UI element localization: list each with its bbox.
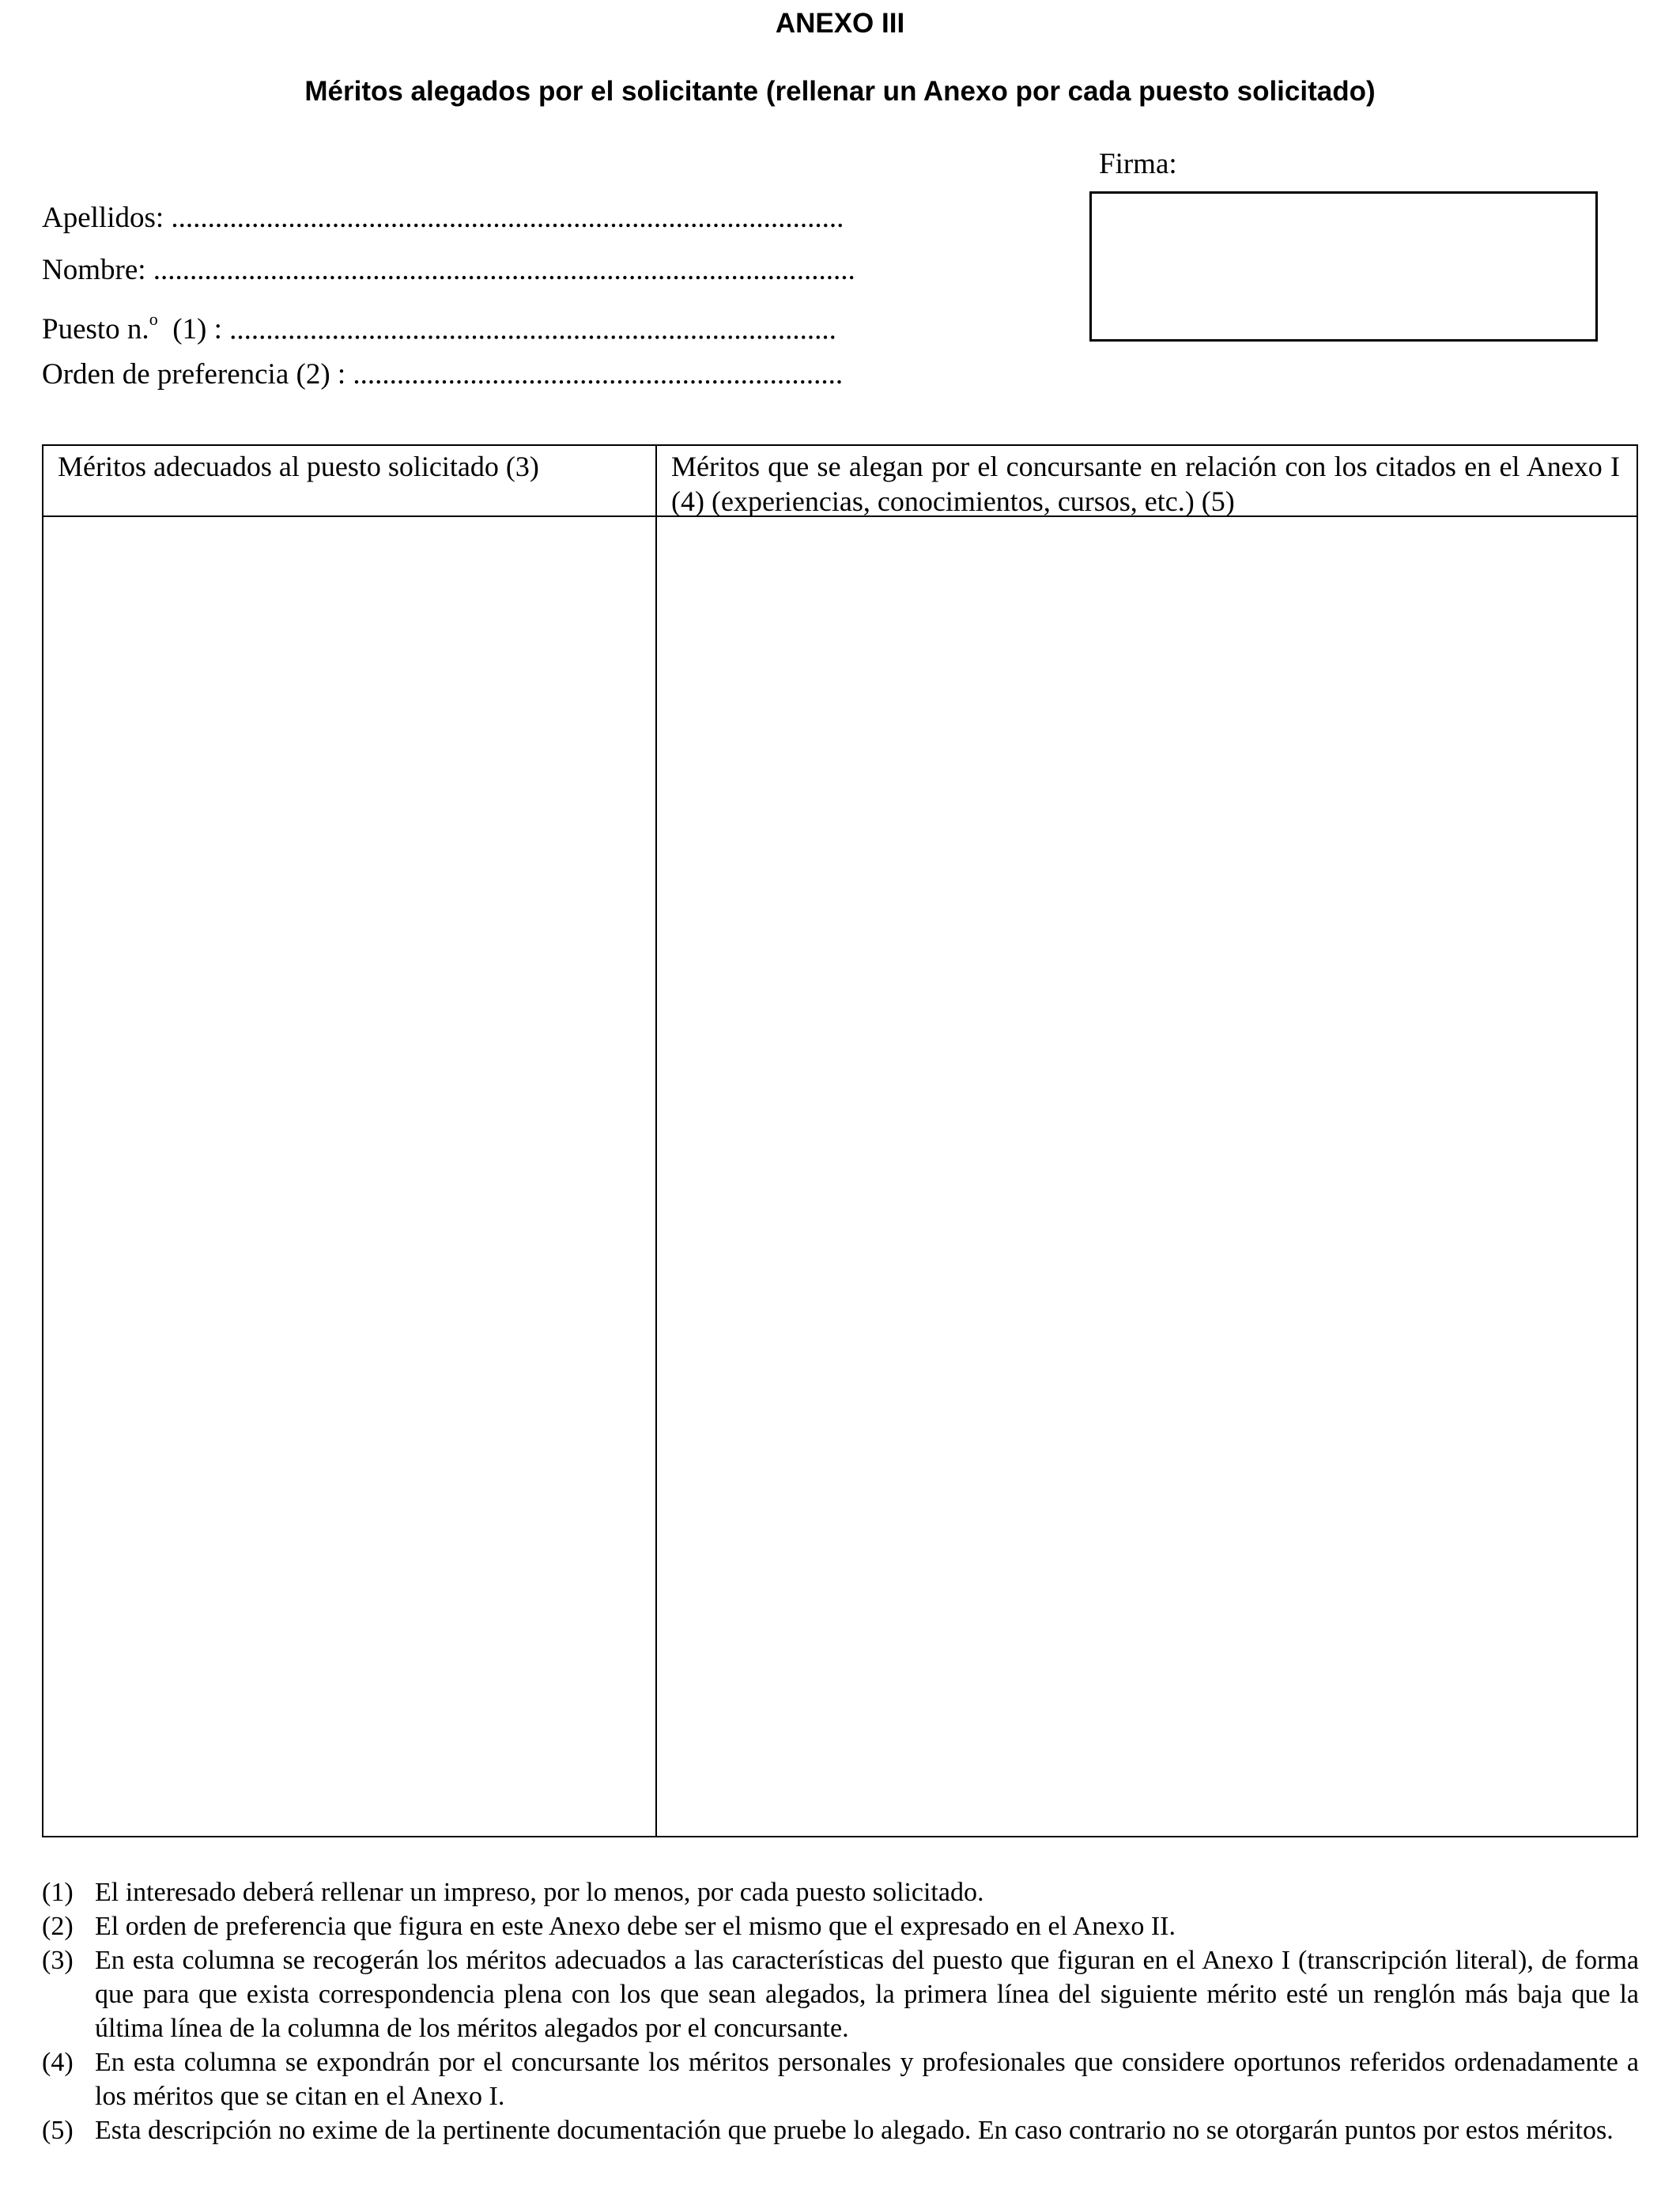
signature-box[interactable] [1089,191,1598,342]
apellidos-label: Apellidos: [42,202,164,234]
footnote: (4) En esta columna se expondrán por el concursante los méritos personales y profesionales que considere oportunos referidos ordenadamente a los méritos que se citan en el Anexo I. [42,2048,1639,2111]
puesto-label: Puesto n.$^o$ (1) : [42,309,222,346]
footnote: (2) El orden de preferencia que figura en este Anexo debe ser el mismo que el expresado en el Anexo II. [42,1912,1176,1941]
footnote: (1) El interesado deberá rellenar un impreso, por lo menos, por cada puesto solicitado. [42,1878,984,1907]
footnote: (3) En esta columna se recogerán los méritos adecuados a las características del puesto que figuran en el Anexo I (transcripción literal), de forma que para que exista correspondencia plena con los que sean alegados, la primera línea del siguiente mérito esté un renglón más baja que la última línea de la columna de los méritos alegados por el concursante. [42,1946,1639,2043]
merits-table [42,444,1638,1837]
document-title: ANEXO III [775,8,905,39]
table-header-right: Méritos que se alegan por el concursante en relación con los citados en el Anexo I (4) (experiencias, conocimientos, cursos, etc.) (5) [671,451,1620,517]
firma-label: Firma: [1099,148,1177,180]
document-subtitle: Méritos alegados por el solicitante (rellenar un Anexo por cada puesto solicitado) [304,76,1376,107]
table-column-divider [655,446,657,1836]
nombre-label: Nombre: [42,254,146,286]
footnotes-list [42,1875,1639,2147]
footnote: (5) Esta descripción no exime de la pertinente documentación que pruebe lo alegado. En caso contrario no se otorgarán puntos por estos méritos. [42,2116,1614,2145]
nombre-dots: ................................................................................................ [153,254,855,286]
table-header-left: Méritos adecuados al puesto solicitado (3) [58,451,539,482]
orden-dots: ................................................................... [353,358,844,391]
nombre-field[interactable] [42,253,855,288]
apellidos-dots: ............................................................................................ [171,202,844,234]
puesto-field[interactable] [42,305,836,347]
puesto-dots: ................................................................................... [229,313,836,346]
orden-preferencia-field[interactable] [42,357,843,392]
apellidos-field[interactable] [42,201,844,236]
orden-label: Orden de preferencia (2) : [42,358,346,391]
